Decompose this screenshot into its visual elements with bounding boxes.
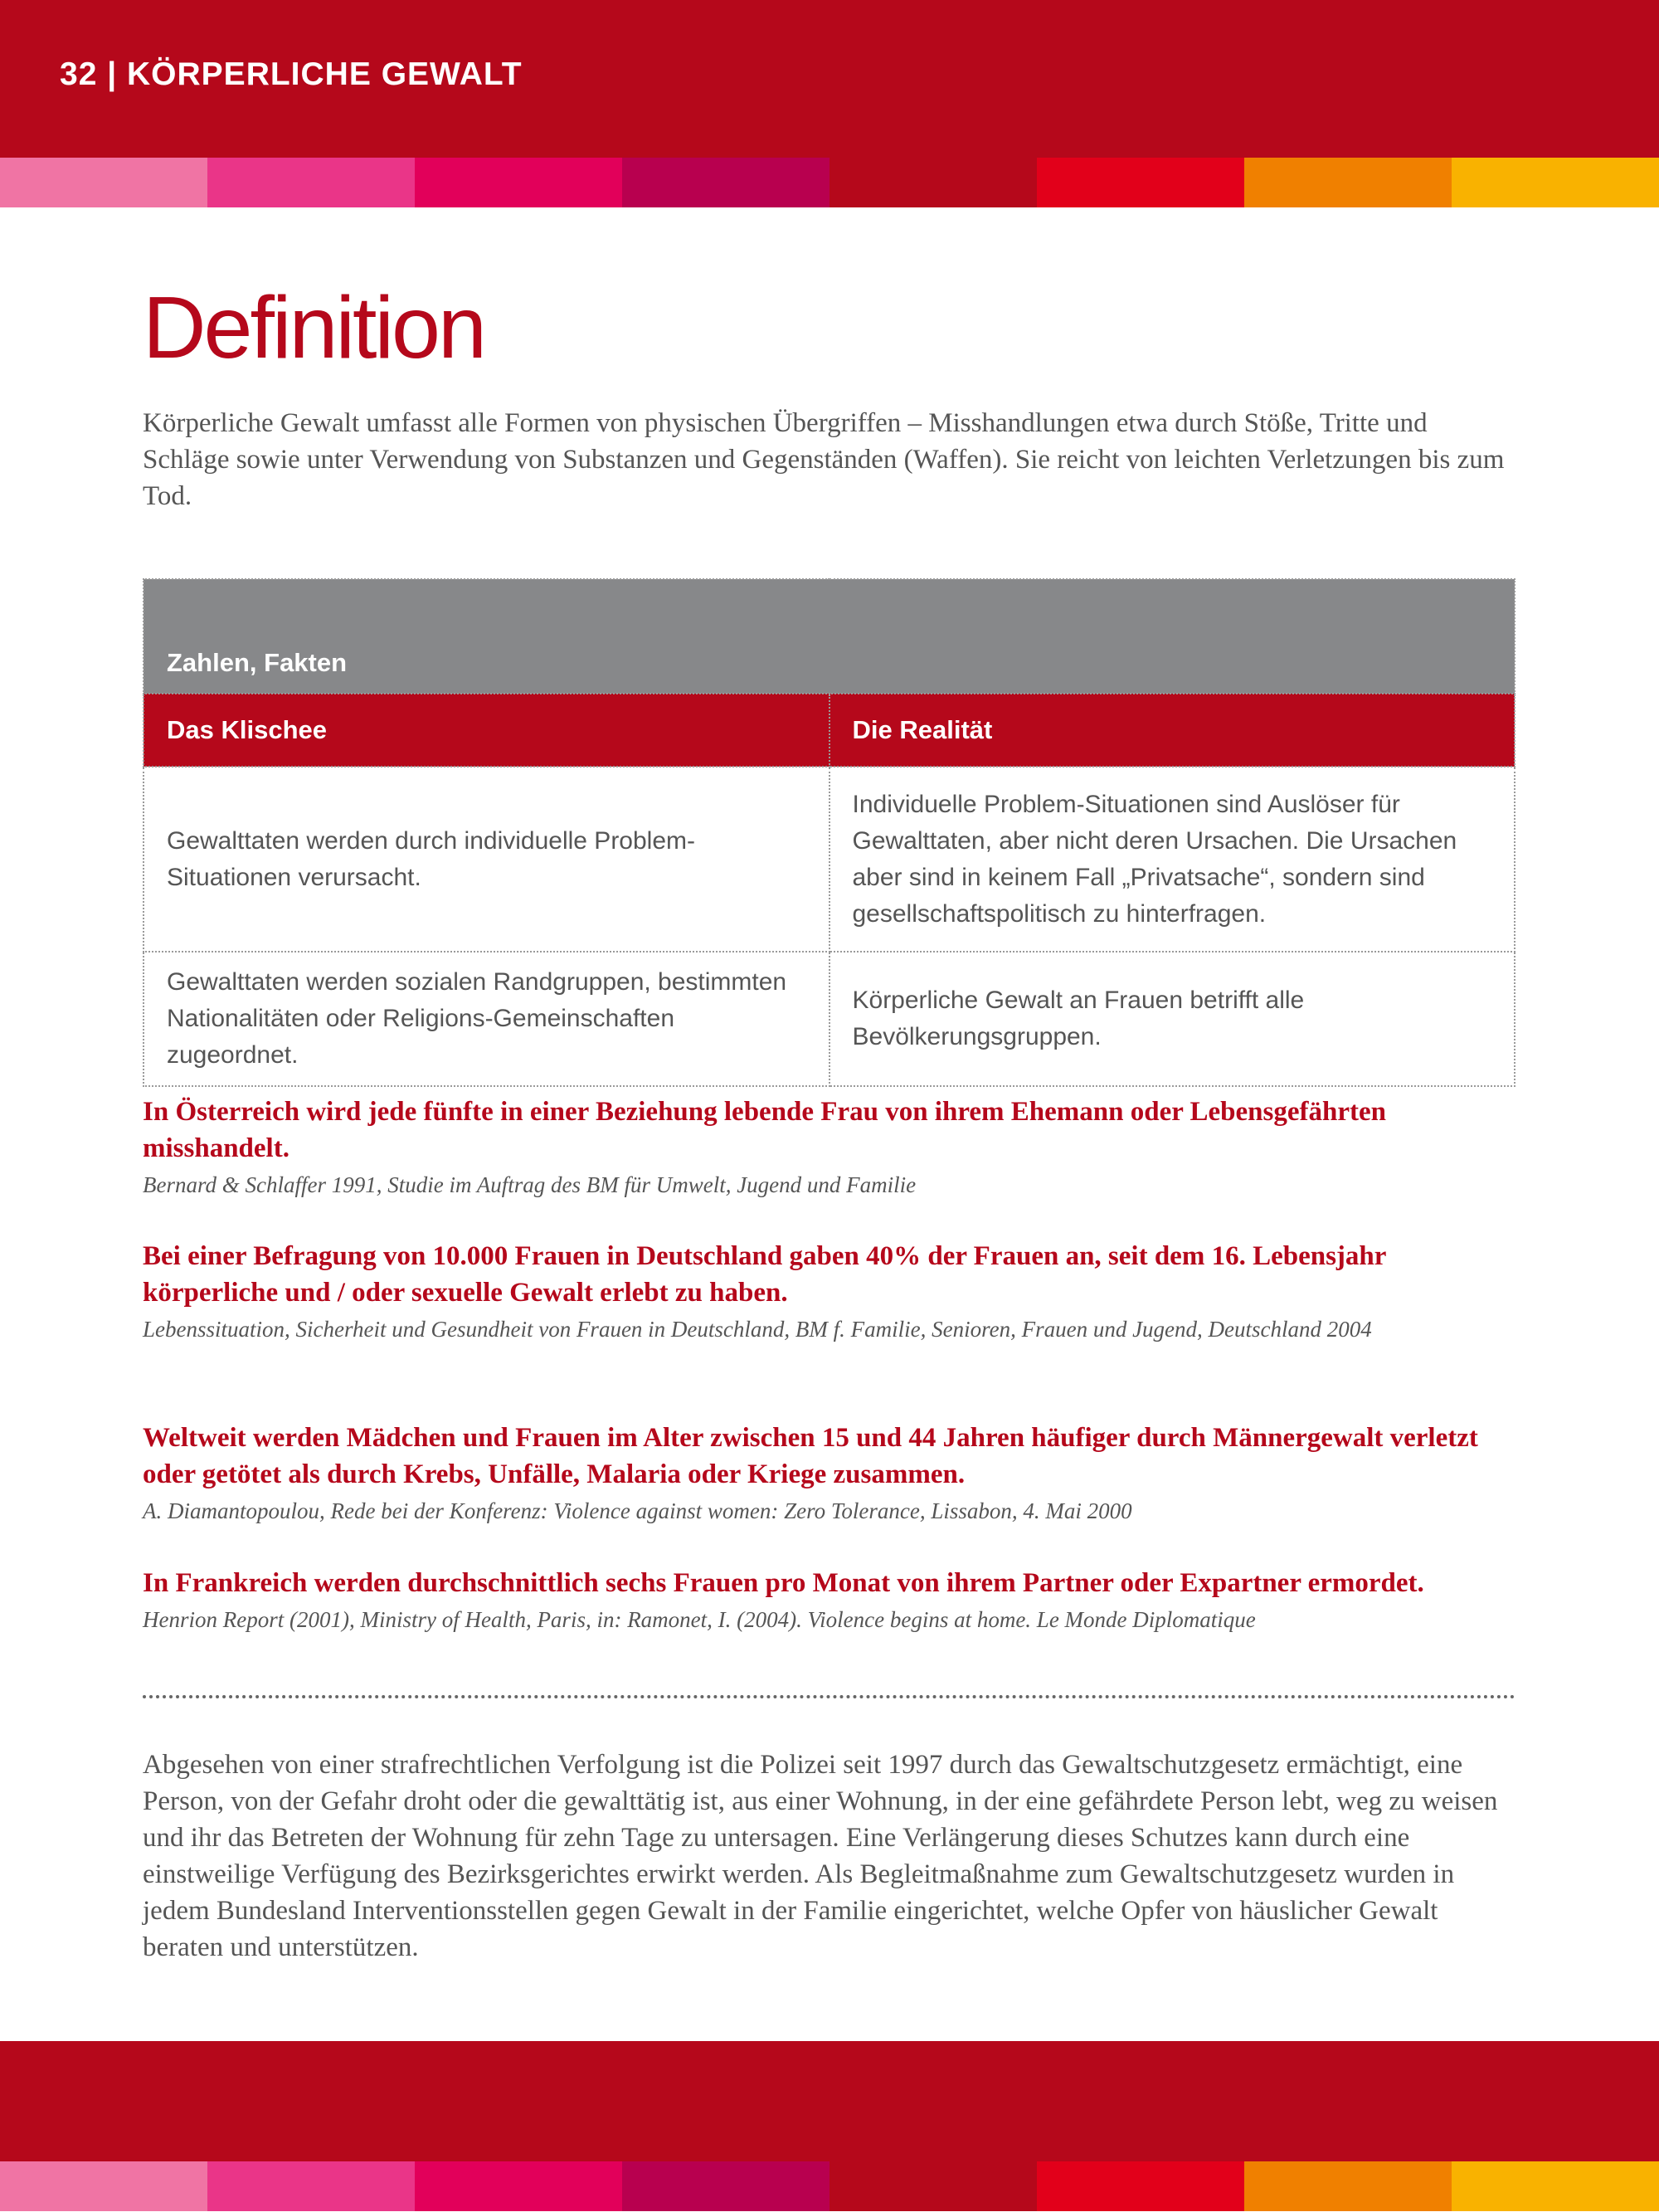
fact-item <box>143 1420 1515 1529</box>
bottom-color-stripes <box>0 2161 1659 2211</box>
facts-table <box>143 578 1515 1087</box>
color-stripe <box>622 158 830 207</box>
header-separator: | <box>107 56 118 92</box>
cliche-cell: Gewalttaten werden sozialen Randgruppen, bestimmten Nationalitäten oder Religions-Gemeinschaften zugeordnet. <box>144 952 830 1086</box>
header-title <box>60 56 523 93</box>
color-stripe <box>1037 158 1244 207</box>
column-header-reality: Die Realität <box>830 694 1515 767</box>
fact-statement: In Österreich wird jede fünfte in einer Beziehung lebende Frau von ihrem Ehemann oder Lebensgefährten misshandelt. <box>143 1097 1387 1163</box>
column-header-cliche: Das Klischee <box>144 694 830 767</box>
page-header <box>0 0 1659 158</box>
color-stripe <box>1244 158 1452 207</box>
table-row <box>144 767 1515 952</box>
color-stripe <box>415 158 622 207</box>
fact-statement: Weltweit werden Mädchen und Frauen im Alter zwischen 15 und 44 Jahren häufiger durch Männergewalt verletzt oder getötet als durch Krebs, Unfälle, Malaria oder Kriege zusammen. <box>143 1423 1478 1489</box>
color-stripe <box>415 2161 622 2211</box>
dotted-divider <box>143 1695 1515 1698</box>
color-stripe <box>830 2161 1037 2211</box>
facts-table-title: Zahlen, Fakten <box>144 579 1515 694</box>
color-stripe <box>0 158 207 207</box>
color-stripe <box>1037 2161 1244 2211</box>
color-stripe <box>207 158 415 207</box>
color-stripe <box>1452 158 1659 207</box>
page-heading: Definition <box>143 279 484 377</box>
page-number: 32 <box>60 56 98 92</box>
fact-item <box>143 1094 1515 1203</box>
fact-statement: In Frankreich werden durchschnittlich sechs Frauen pro Monat von ihrem Partner oder Expartner ermordet. <box>143 1568 1424 1598</box>
top-color-stripes <box>0 158 1659 207</box>
fact-source: Henrion Report (2001), Ministry of Health, Paris, in: Ramonet, I. (2004). Violence begins at home. Le Monde Diplomatique <box>143 1607 1256 1632</box>
reality-cell: Körperliche Gewalt an Frauen betrifft alle Bevölkerungsgruppen. <box>830 952 1515 1086</box>
fact-source: A. Diamantopoulou, Rede bei der Konferenz: Violence against women: Zero Tolerance, Lissabon, 4. Mai 2000 <box>143 1498 1132 1523</box>
fact-item <box>143 1565 1515 1638</box>
color-stripe <box>0 2161 207 2211</box>
page-footer <box>0 2041 1659 2161</box>
fact-item <box>143 1238 1515 1347</box>
closing-paragraph: Abgesehen von einer strafrechtlichen Verfolgung ist die Polizei seit 1997 durch das Gewaltschutzgesetz ermächtigt, eine Person, von der Gefahr droht oder die gewalttätig ist, aus einer Wohnung, in der eine gefährdete Person lebt, weg zu weisen und ihr das Betreten der Wohnung für zehn Tage zu untersagen. Eine Verlängerung dieses Schutzes kann durch eine einstweilige Verfügung des Bezirksgerichtes erwirkt werden. Als Begleitmaßnahme zum Gewaltschutzgesetz wurden in jedem Bundesland Interventionsstellen gegen Gewalt in der Familie eingerichtet, welche Opfer von häuslicher Gewalt beraten und unterstützen. <box>143 1750 1498 1962</box>
reality-cell: Individuelle Problem-Situationen sind Auslöser für Gewalttaten, aber nicht deren Ursachen. Die Ursachen aber sind in keinem Fall „Privatsache“, sondern sind gesellschaftspolitisch zu hinterfragen. <box>830 767 1515 952</box>
section-title: KÖRPERLICHE GEWALT <box>127 56 523 92</box>
color-stripe <box>830 158 1037 207</box>
color-stripe <box>1244 2161 1452 2211</box>
fact-source: Bernard & Schlaffer 1991, Studie im Auftrag des BM für Umwelt, Jugend und Familie <box>143 1172 917 1197</box>
definition-text: Körperliche Gewalt umfasst alle Formen von physischen Übergriffen – Misshandlungen etwa durch Stöße, Tritte und Schläge sowie unter Verwendung von Substanzen und Gegenständen (Waffen). Sie reicht von leichten Verletzungen bis zum Tod. <box>143 408 1505 511</box>
fact-statement: Bei einer Befragung von 10.000 Frauen in Deutschland gaben 40% der Frauen an, seit dem 16. Lebensjahr körperliche und / oder sexuelle Gewalt erlebt zu haben. <box>143 1241 1386 1308</box>
color-stripe <box>1452 2161 1659 2211</box>
color-stripe <box>207 2161 415 2211</box>
fact-source: Lebenssituation, Sicherheit und Gesundheit von Frauen in Deutschland, BM f. Familie, Senioren, Frauen und Jugend, Deutschland 2004 <box>143 1317 1372 1342</box>
color-stripe <box>622 2161 830 2211</box>
table-row <box>144 952 1515 1086</box>
cliche-cell: Gewalttaten werden durch individuelle Problem-Situationen verursacht. <box>144 767 830 952</box>
